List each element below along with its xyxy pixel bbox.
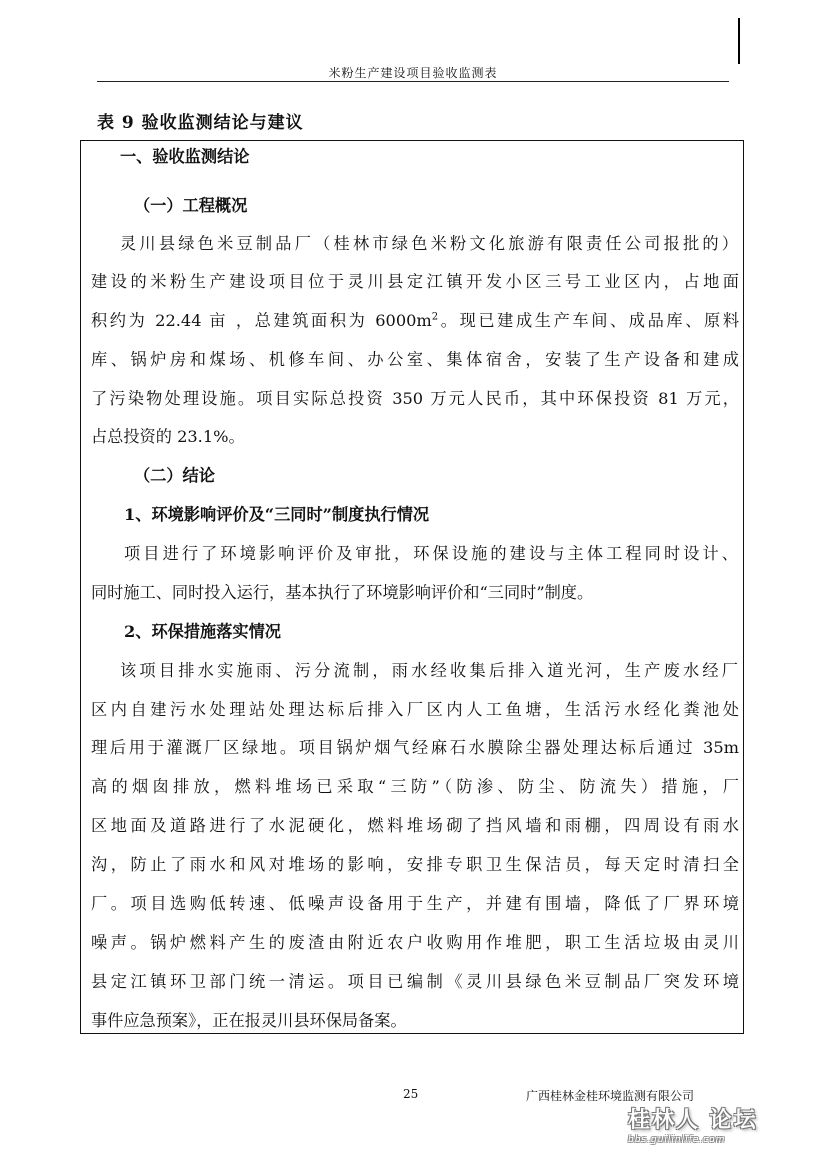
overview-line-3 <box>91 311 739 331</box>
point-2-line-10: 事件应急预案》，正在报灵川县环保局备案。 <box>91 1011 407 1030</box>
page-number: 25 <box>403 1087 419 1101</box>
overview-line-3-tail: 。现已建成生产车间、成品库、原料 <box>438 311 740 330</box>
header-rule <box>97 81 729 82</box>
point-2-line-4: 高的烟囱排放，燃料堆场已采取“三防”（防渗、防尘、防流失）措施，厂 <box>91 777 739 796</box>
point-2-line-1: 该项目排水实施雨、污分流制，雨水经收集后排入道光河，生产废水经厂 <box>120 661 738 680</box>
overview-line-5: 了污染物处理设施。项目实际总投资 350 万元人民币，其中环保投资 81 万元， <box>91 389 739 408</box>
area-unit-superscript: 2 <box>431 311 439 323</box>
point-1-line-2: 同时施工、同时投入运行，基本执行了环境影响评价和“三同时”制度。 <box>91 583 594 602</box>
point-2-line-5: 区地面及道路进行了水泥硬化，燃料堆场砌了挡风墙和雨棚，四周设有雨水 <box>91 816 739 835</box>
running-header: 米粉生产建设项目验收监测表 <box>328 66 498 80</box>
overview-line-6: 占总投资的 23.1%。 <box>91 427 245 446</box>
section-heading-conclusions: 一、验收监测结论 <box>120 147 250 166</box>
corner-crop-mark <box>738 18 740 64</box>
point-1-heading: 1、环境影响评价及“三同时”制度执行情况 <box>124 505 430 524</box>
point-2-line-9: 县定江镇环卫部门统一清运。项目已编制《灵川县绿色米豆制品厂突发环境 <box>91 972 739 991</box>
watermark-url: bbs.guilinlife.com <box>628 1135 726 1145</box>
point-1-line-1: 项目进行了环境影响评价及审批，环保设施的建设与主体工程同时设计、 <box>124 544 738 563</box>
overview-line-4: 库、锅炉房和煤场、机修车间、办公室、集体宿舍，安装了生产设备和建成 <box>91 350 739 369</box>
point-2-line-3: 理后用于灌溉厂区绿地。项目锅炉烟气经麻石水膜除尘器处理达标后通过 35m <box>91 738 739 757</box>
table-caption: 表 9 验收监测结论与建议 <box>97 113 304 133</box>
overview-line-3-main: 积约为 22.44 亩 ，总建筑面积为 6000m <box>91 311 432 330</box>
forum-watermark <box>624 1103 774 1153</box>
overview-line-2: 建设的米粉生产建设项目位于灵川县定江镇开发小区三号工业区内，占地面 <box>91 272 739 291</box>
point-2-line-7: 厂。项目选购低转速、低噪声设备用于生产，并建有围墙，降低了厂界环境 <box>91 894 739 913</box>
footer-company: 广西桂林金桂环境监测有限公司 <box>526 1089 695 1103</box>
watermark-text: 桂林人 论坛 <box>628 1108 758 1133</box>
overview-line-1: 灵川县绿色米豆制品厂（桂林市绿色米粉文化旅游有限责任公司报批的） <box>120 234 738 253</box>
point-2-line-2: 区内自建污水处理站处理达标后排入厂区内人工鱼塘，生活污水经化粪池处 <box>91 700 739 719</box>
point-2-heading: 2、环保措施落实情况 <box>124 622 281 641</box>
subsection-heading-overview: （一）工程概况 <box>134 196 248 215</box>
point-2-line-6: 沟，防止了雨水和风对堆场的影响，安排专职卫生保洁员，每天定时清扫全 <box>91 855 739 874</box>
subsection-heading-conclusion: （二）结论 <box>134 466 215 485</box>
point-2-line-8: 噪声。锅炉燃料产生的废渣由附近农户收购用作堆肥，职工生活垃圾由灵川 <box>91 933 739 952</box>
